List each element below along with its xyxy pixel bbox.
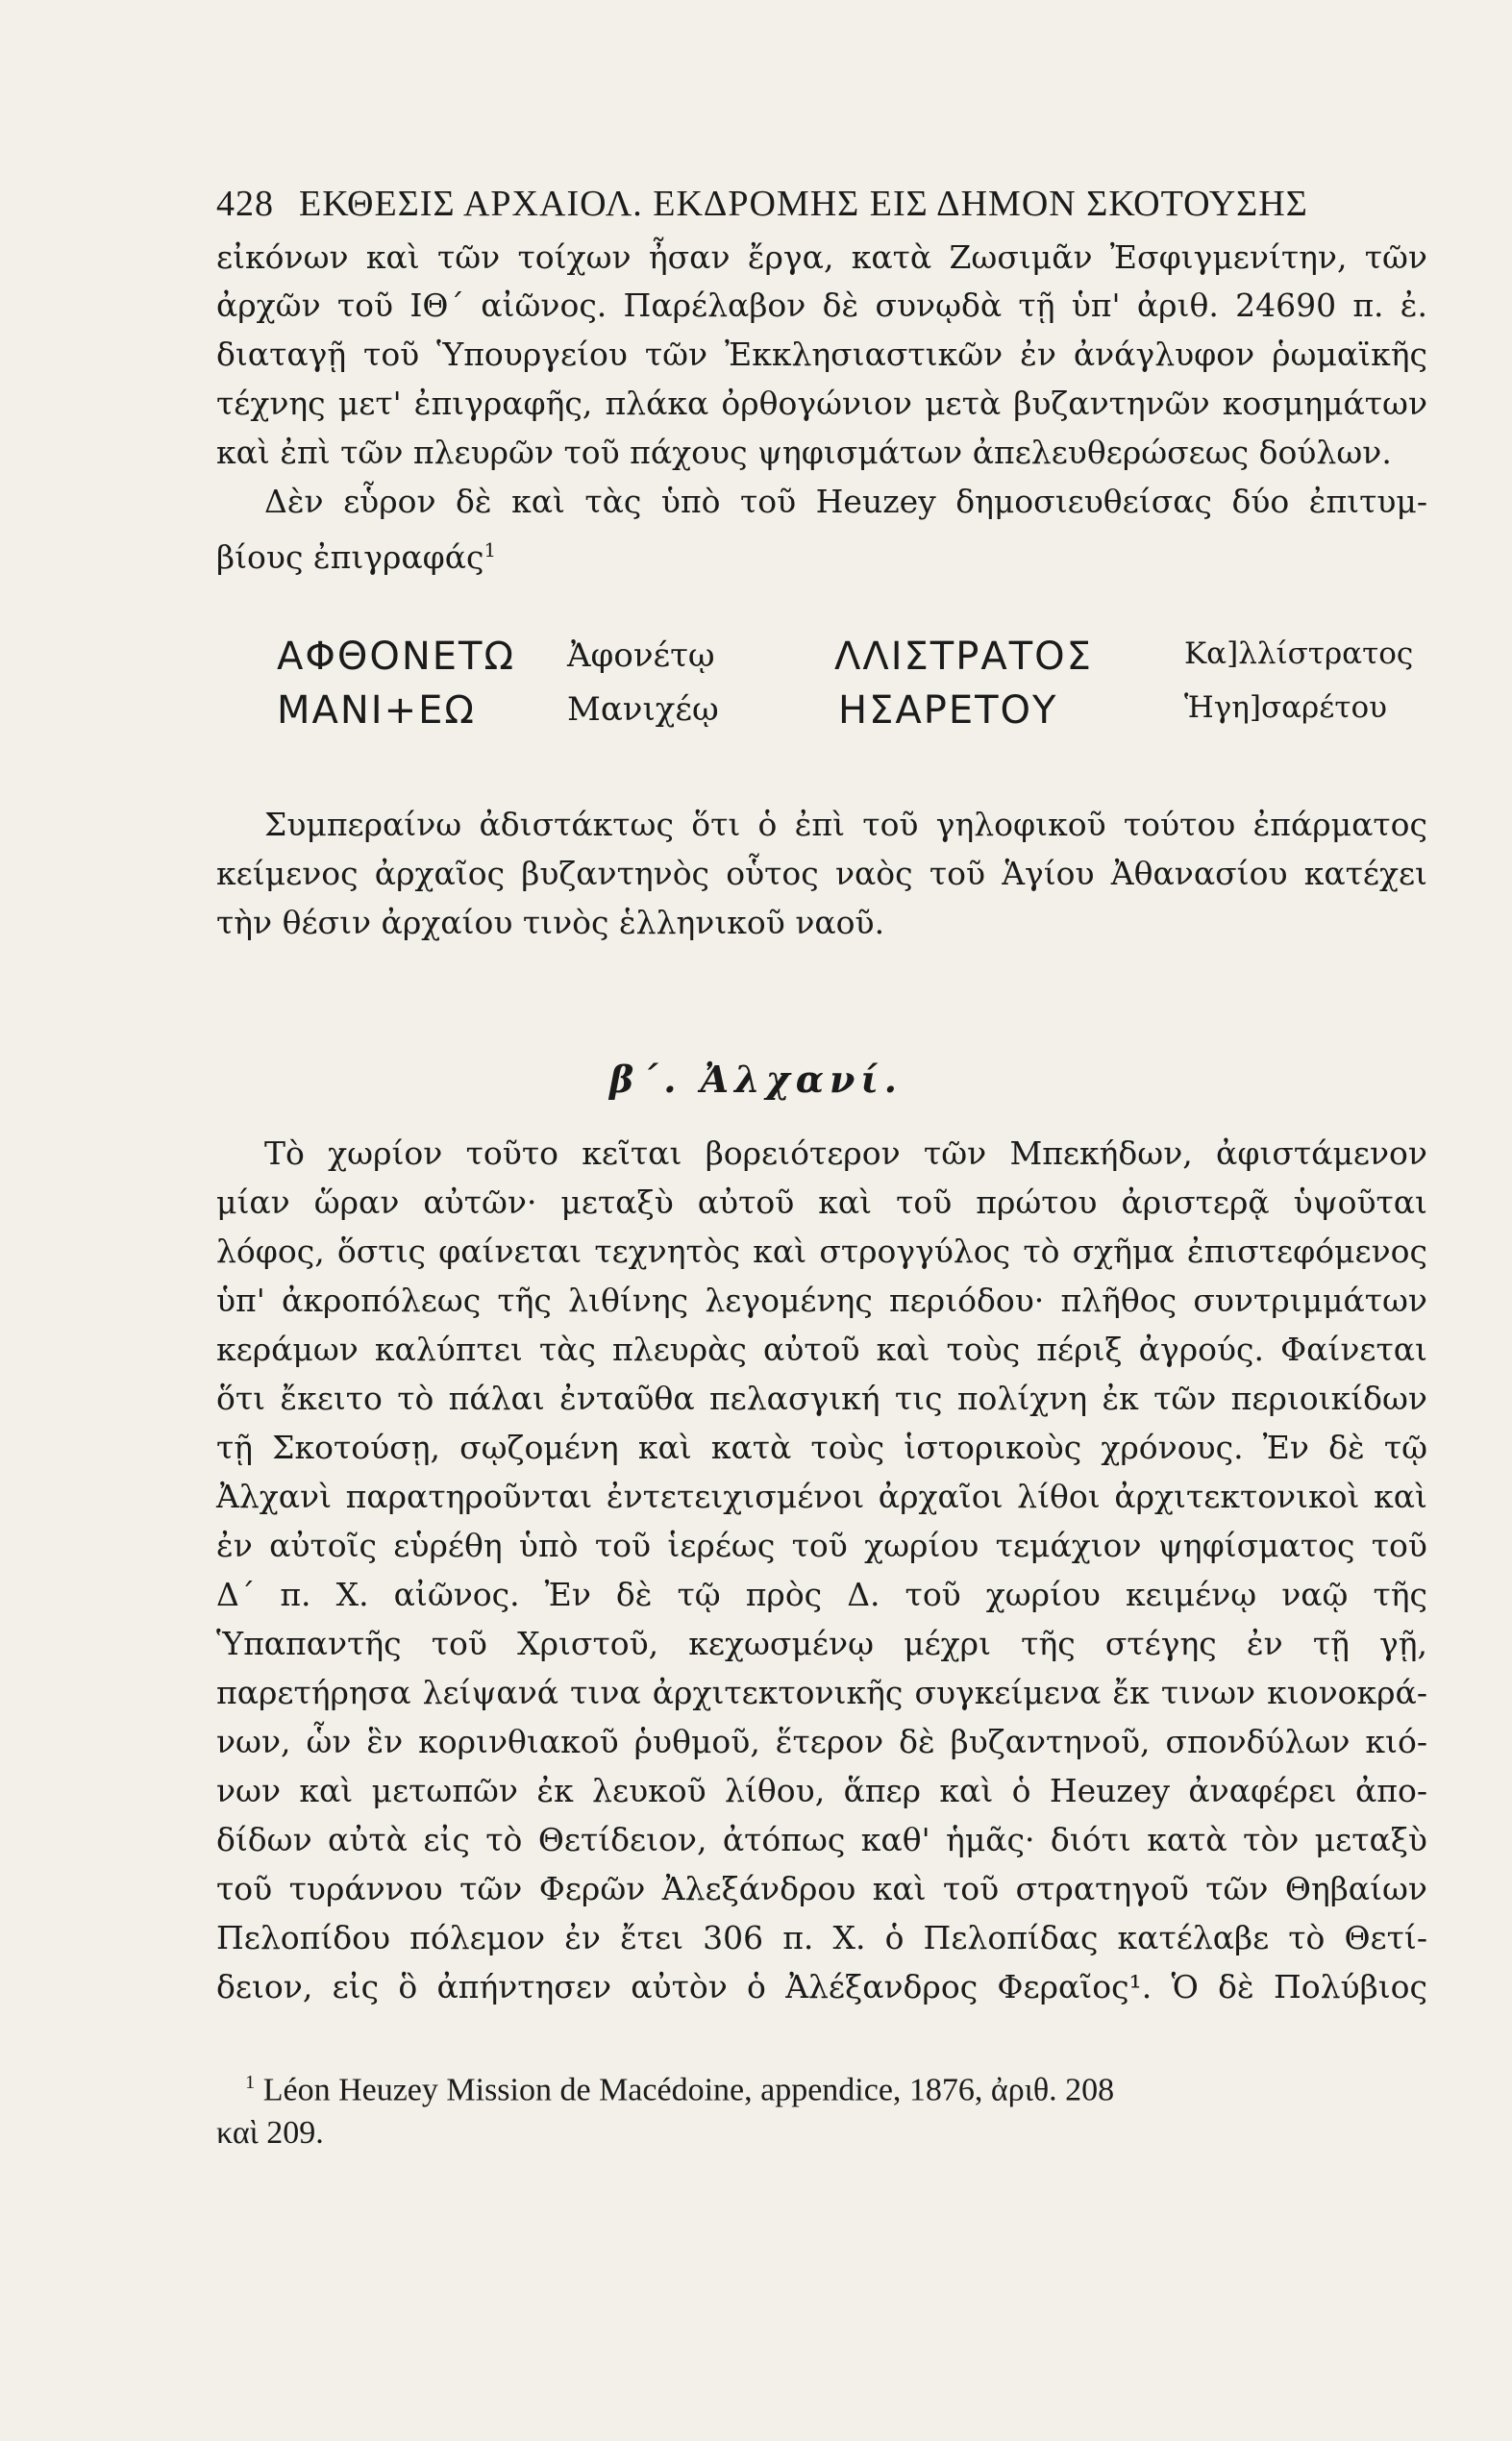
text-line: Συμπεραίνω ἀδιστάκτως ὅτι ὁ ἐπὶ τοῦ γηλοφικοῦ τούτου ἐπάρματος [264,806,1427,843]
inscription-right-line2: ΗΣΑΡΕΤΟΥ [838,688,1058,733]
text-line: Ἀλχανὶ παρατηροῦνται ἐντετειχισμένοι ἀρχαῖοι λίθοι ἀρχιτεκτονικοὶ καὶ [216,1478,1427,1515]
text-line [216,532,1427,577]
footnote-marker: 1 [245,2072,256,2093]
page-number: 428 [216,184,274,224]
running-title: ΕΚΘΕΣΙΣ ΑΡΧΑΙΟΛ. ΕΚΔΡΟΜΗΣ ΕΙΣ ΔΗΜΟΝ ΣΚΟΤΟΥΣΗΣ [299,184,1308,224]
text-line: παρετήρησα λείψανά τινα ἀρχιτεκτονικῆς συγκείμενα ἔκ τινων κιονοκρά- [216,1674,1427,1711]
text-span: βίους ἐπιγραφάς [216,538,484,576]
text-line: ἀρχῶν τοῦ ΙΘ´ αἰῶνος. Παρέλαβον δὲ συνῳδὰ τῇ ὑπ' ἀριθ. 24690 π. ἐ. [216,286,1427,324]
text-line: μίαν ὥραν αὐτῶν· μεταξὺ αὐτοῦ καὶ τοῦ πρώτου ἀριστερᾷ ὑψοῦται [216,1183,1427,1221]
inscription-left-line2: ΜΑΝΙ+ΕΩ [277,688,476,733]
inscription-left-transcription2: Μανιχέῳ [567,690,719,729]
text-line: Τὸ χωρίον τοῦτο κεῖται βορειότερον τῶν Μπεκήδων, ἀφιστάμενον [264,1134,1427,1172]
inscription-right-transcription1: Κα]λλίστρατος [1184,636,1414,671]
text-line: κεράμων καλύπτει τὰς πλευρὰς αὐτοῦ καὶ τοὺς πέριξ ἀγρούς. Φαίνεται [216,1331,1427,1368]
text-line: Δὲν εὗρον δὲ καὶ τὰς ὑπὸ τοῦ Heuzey δημοσιευθείσας δύο ἐπιτυμ- [264,483,1427,520]
running-header [216,183,1351,225]
text-line: ὑπ' ἀκροπόλεως τῆς λιθίνης λεγομένης περιόδου· πλῆθος συντριμμάτων [216,1282,1427,1319]
inscription-right-transcription2: Ἡγη]σαρέτου [1184,690,1387,725]
text-line: ἐν αὐτοῖς εὑρέθη ὑπὸ τοῦ ἱερέως τοῦ χωρίου τεμάχιον ψηφίσματος τοῦ [216,1527,1427,1564]
text-line: λόφος, ὅστις φαίνεται τεχνητὸς καὶ στρογγύλος τὸ σχῆμα ἐπιστεφόμενος [216,1233,1427,1270]
text-line: τοῦ τυράννου τῶν Φερῶν Ἀλεξάνδρου καὶ τοῦ στρατηγοῦ τῶν Θηβαίων [216,1870,1427,1907]
text-line: Πελοπίδου πόλεμον ἐν ἔτει 306 π. Χ. ὁ Πελοπίδας κατέλαβε τὸ Θετί- [216,1919,1427,1956]
text-line: ὅτι ἔκειτο τὸ πάλαι ἐνταῦθα πελασγική τις πολίχνη ἐκ τῶν περιοικίδων [216,1380,1427,1417]
inscription-left-transcription1: Ἀφονέτῳ [567,636,715,675]
text-line: Ὑπαπαντῆς τοῦ Χριστοῦ, κεχωσμένῳ μέχρι τῆς στέγης ἐν τῇ γῇ, [216,1625,1427,1662]
footnote-continuation: καὶ 209. [216,2115,324,2151]
footnote-text: Léon Heuzey Mission de Macédoine, appendice, 1876, ἀριθ. 208 [262,2072,1115,2108]
text-line: εἰκόνων καὶ τῶν τοίχων ἦσαν ἔργα, κατὰ Ζωσιμᾶν Ἐσφιγμενίτην, τῶν [216,238,1427,276]
text-line: τὴν θέσιν ἀρχαίου τινὸς ἑλληνικοῦ ναοῦ. [216,904,885,941]
text-line: καὶ ἐπὶ τῶν πλευρῶν τοῦ πάχους ψηφισμάτων ἀπελευθερώσεως δούλων. [216,434,1392,471]
section-title: β´. Ἀλχανί. [608,1058,904,1101]
inscription-right-line1: ΛΛΙΣΤΡΑΤΟΣ [834,635,1093,679]
text-line: νων καὶ μετωπῶν ἐκ λευκοῦ λίθου, ἅπερ καὶ ὁ Heuzey ἀναφέρει ἀπο- [216,1772,1427,1809]
text-line: διαταγῇ τοῦ Ὑπουργείου τῶν Ἐκκλησιαστικῶν ἐν ἀνάγλυφον ῥωμαϊκῆς [216,336,1427,373]
inscription-left-line1: ΑΦΘΟΝΕΤΩ [277,635,516,679]
footnote-ref: 1 [483,539,497,561]
text-line: δίδων αὐτὰ εἰς τὸ Θετίδειον, ἀτόπως καθ' ἡμᾶς· διότι κατὰ τὸν μεταξὺ [216,1821,1427,1858]
text-line: νων, ὧν ἓν κορινθιακοῦ ῥυθμοῦ, ἕτερον δὲ βυζαντηνοῦ, σπονδύλων κιό- [216,1723,1427,1760]
text-line: κείμενος ἀρχαῖος βυζαντηνὸς οὗτος ναὸς τοῦ Ἁγίου Ἀθανασίου κατέχει [216,855,1427,892]
text-line: Δ´ π. Χ. αἰῶνος. Ἐν δὲ τῷ πρὸς Δ. τοῦ χωρίου κειμένῳ ναῷ τῆς [216,1576,1427,1613]
text-line: τῇ Σκοτούσῃ, σῳζομένη καὶ κατὰ τοὺς ἱστορικοὺς χρόνους. Ἐν δὲ τῷ [216,1429,1427,1466]
text-line: δειον, εἰς ὃ ἀπήντησεν αὐτὸν ὁ Ἀλέξανδρος Φεραῖος¹. Ὁ δὲ Πολύβιος [216,1968,1427,2005]
text-line: τέχνης μετ' ἐπιγραφῆς, πλάκα ὀρθογώνιον μετὰ βυζαντηνῶν κοσμημάτων [216,385,1427,422]
footnote [245,2072,1427,2108]
